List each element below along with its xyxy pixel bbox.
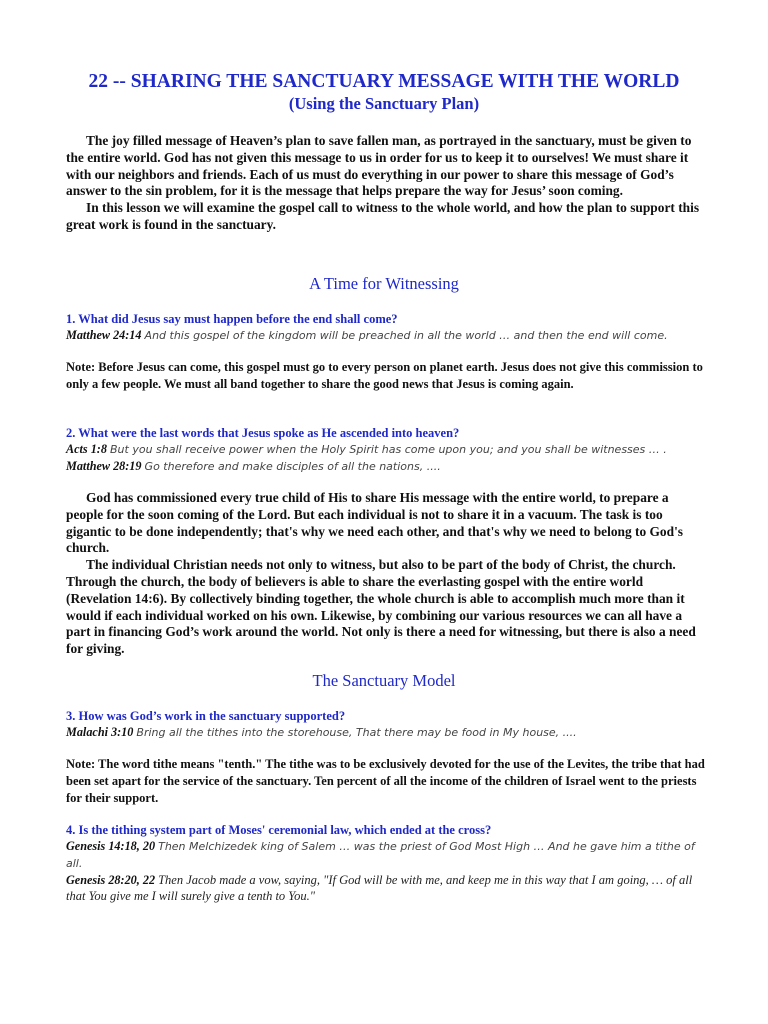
question-1-text: 1. What did Jesus say must happen before the end shall come? xyxy=(66,312,398,326)
section-heading-witnessing: A Time for Witnessing xyxy=(309,274,459,293)
note-2 xyxy=(66,756,706,806)
question-4-verse-1 xyxy=(66,838,706,872)
note-2-text: Note: The word tithe means "tenth." The tithe was to be exclusively devoted for the use of the Levites, the tribe that had been set apart for the service of the sanctuary. Ten percent of all the income of the children of Israel went to the priests for their support. xyxy=(66,757,705,805)
question-2-verse-2 xyxy=(66,458,706,475)
verse-reference: Malachi 3:10 xyxy=(66,725,134,739)
question-3 xyxy=(66,708,706,741)
verse-reference: Genesis 28:20, 22 xyxy=(66,873,156,887)
question-2-text: 2. What were the last words that Jesus spoke as He ascended into heaven? xyxy=(66,426,460,440)
commission-paragraph-2: The individual Christian needs not only to witness, but also to be part of the body of Christ, the church. Through the church, the body of believers is able to share the everlasting gospel with the entire world (Revelation 14:6). By collectively binding together, the whole church is able to accomplish much more than it would if each individual worked on his own. Likewise, by combining our various resources we can all have a part in financing God’s work around the world. Not only is there a need for witnessing, but there is also a need for giving. xyxy=(66,557,696,657)
question-2-verse-1 xyxy=(66,441,706,458)
note-1 xyxy=(66,359,706,393)
question-3-text: 3. How was God’s work in the sanctuary supported? xyxy=(66,709,346,723)
intro-section xyxy=(66,133,706,234)
question-4-text: 4. Is the tithing system part of Moses' ceremonial law, which ended at the cross? xyxy=(66,823,492,837)
question-2 xyxy=(66,425,706,475)
question-3-verse xyxy=(66,724,706,741)
question-1-verse xyxy=(66,327,706,344)
question-4-verse-2 xyxy=(66,872,706,904)
commission-paragraph-1: God has commissioned every true child of His to share His message with the entire world, to prepare a people for the soon coming of the Lord. But each individual is not to share it in a vacuum. The task is too gigantic to be done independently; that's why we need each other, and that's why we need to belong to God's church. xyxy=(66,490,684,556)
verse-text: Go therefore and make disciples of all the nations, .... xyxy=(144,460,441,473)
note-1-text: Note: Before Jesus can come, this gospel must go to every person on planet earth. Jesus does not give this commission to only a few people. We must all band together to share the good news that Jesus is coming again. xyxy=(66,360,703,391)
verse-reference: Matthew 28:19 xyxy=(66,459,142,473)
verse-reference: Acts 1:8 xyxy=(66,442,107,456)
page-title: 22 -- SHARING THE SANCTUARY MESSAGE WITH THE WORLD xyxy=(88,71,680,92)
verse-reference: Genesis 14:18, 20 xyxy=(66,839,156,853)
verse-text: But you shall receive power when the Holy Spirit has come upon you; and you shall be witnesses … . xyxy=(110,443,667,456)
section-heading-sanctuary-model: The Sanctuary Model xyxy=(312,671,456,690)
commission-section xyxy=(66,490,706,658)
verse-text: Bring all the tithes into the storehouse, That there may be food in My house, .... xyxy=(136,726,577,739)
verse-text: And this gospel of the kingdom will be preached in all the world … and then the end will come. xyxy=(144,329,668,342)
question-1 xyxy=(66,311,706,344)
verse-text: Then Jacob made a vow, saying, "If God will be with me, and keep me in this way that I am going, … of all that You give me I will surely give a tenth to You." xyxy=(66,873,693,903)
question-4 xyxy=(66,822,706,904)
page-subtitle: (Using the Sanctuary Plan) xyxy=(288,94,480,113)
intro-paragraph-1: The joy filled message of Heaven’s plan to save fallen man, as portrayed in the sanctuary, must be given to the entire world. God has not given this message to us in order for us to keep it to ourselves! We must share it with our neighbors and friends. Each of us must do everything in our power to share this message of God’s answer to the sin problem, for it is the message that helps prepare the way for Jesus’ soon coming. xyxy=(66,133,692,199)
verse-text: Then Melchizedek king of Salem … was the priest of God Most High … And he gave him a tithe of all. xyxy=(66,840,695,870)
verse-reference: Matthew 24:14 xyxy=(66,328,142,342)
intro-paragraph-2: In this lesson we will examine the gospel call to witness to the whole world, and how the plan to support this great work is found in the sanctuary. xyxy=(66,200,700,232)
